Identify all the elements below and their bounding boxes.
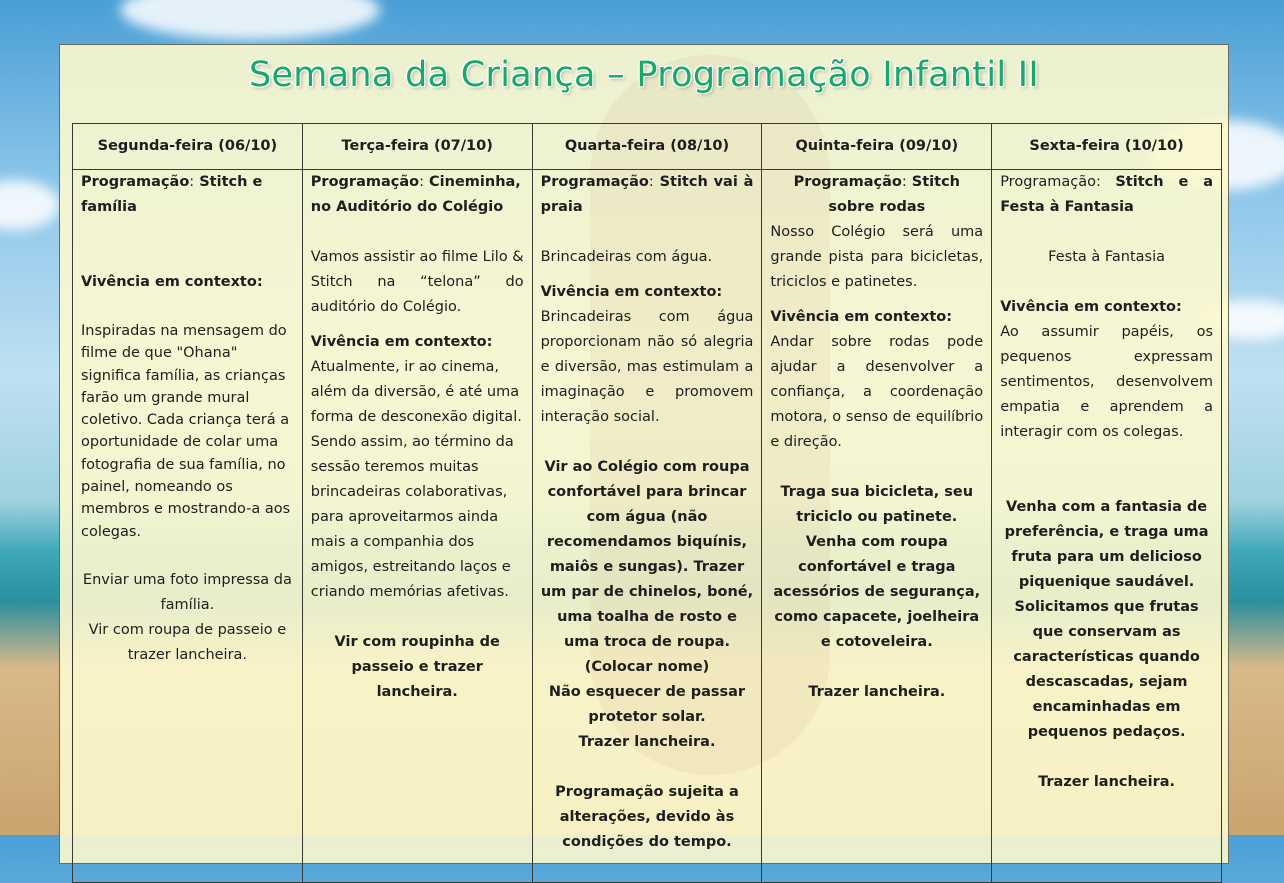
cell-thursday <box>762 170 992 883</box>
tuesday-program: Programação: Cineminha, no Auditório do Colégio <box>310 174 521 215</box>
thursday-program: Programação: Stitch sobre rodas <box>793 174 960 215</box>
header-wednesday: Quarta-feira (08/10) <box>532 124 762 170</box>
thursday-text: Andar sobre rodas pode ajudar a desenvolver a confiança, a coordenação motora, o senso de equilíbrio e direção. <box>770 334 984 450</box>
cell-monday <box>73 170 303 883</box>
tuesday-vivencia-label: Vivência em contexto: <box>310 334 493 350</box>
wednesday-note-weather: Programação sujeita a alterações, devido às condições do tempo. <box>555 784 739 850</box>
header-friday: Sexta-feira (10/10) <box>992 124 1222 170</box>
thursday-vivencia-label: Vivência em contexto: <box>770 309 953 325</box>
friday-note: Venha com a fantasia de preferência, e traga uma fruta para um delicioso piquenique saudável. Solicitamos que frutas que conservam as características quando descascadas, sejam encaminhadas em pequenos pedaços. <box>1004 499 1209 740</box>
friday-text: Ao assumir papéis, os pequenos expressam sentimentos, desenvolvem empatia e aprendem a interagir com os colegas. <box>1000 324 1213 440</box>
cell-friday <box>992 170 1222 883</box>
wednesday-note: Vir ao Colégio com roupa confortável para brincar com água (não recomendamos biquínis, maiôs e sungas). Trazer um par de chinelos, boné, uma toalha de rosto e uma troca de roupa. (Colocar nome) <box>540 459 754 675</box>
thursday-intro: Nosso Colégio será uma grande pista para bicicletas, triciclos e patinetes. <box>770 224 984 290</box>
friday-vivencia-label: Vivência em contexto: <box>1000 299 1182 315</box>
schedule-table <box>72 123 1222 883</box>
thursday-note: Traga sua bicicleta, seu triciclo ou patinete. Venha com roupa confortável e traga acessórios de segurança, como capacete, joelheira e cotoveleira. <box>773 484 981 650</box>
thursday-note-lunchbox: Trazer lancheira. <box>808 684 946 700</box>
header-row <box>73 124 1222 170</box>
wednesday-note-lunchbox: Trazer lancheira. <box>578 734 716 750</box>
schedule-sheet <box>59 44 1229 864</box>
friday-intro: Festa à Fantasia <box>1048 249 1165 265</box>
monday-note-photo: Enviar uma foto impressa da família. <box>82 571 292 613</box>
header-thursday: Quinta-feira (09/10) <box>762 124 992 170</box>
header-tuesday: Terça-feira (07/10) <box>302 124 532 170</box>
monday-program: Programação: Stitch e família <box>81 174 263 215</box>
monday-text: Inspiradas na mensagem do filme de que "Ohana" significa família, as crianças farão um grande mural coletivo. Cada criança terá a oportunidade de colar uma fotografia de sua família, no painel, nomeando os membros e mostrando-a aos colegas. <box>81 323 291 540</box>
wednesday-note-sunscreen: Não esquecer de passar protetor solar. <box>548 684 746 725</box>
tuesday-intro: Vamos assistir ao filme Lilo & Stitch na “telona” do auditório do Colégio. <box>310 249 524 315</box>
background-cloud <box>120 0 380 40</box>
tuesday-note: Vir com roupinha de passeio e trazer lancheira. <box>334 634 500 700</box>
wednesday-intro: Brincadeiras com água. <box>540 249 713 265</box>
friday-program: Programação: Stitch e a Festa à Fantasia <box>1000 174 1213 215</box>
cell-tuesday <box>302 170 532 883</box>
friday-note-lunchbox: Trazer lancheira. <box>1038 774 1176 790</box>
monday-vivencia-label: Vivência em contexto: <box>81 274 263 290</box>
tuesday-text: Atualmente, ir ao cinema, além da diversão, é até uma forma de desconexão digital. Sendo assim, ao término da sessão teremos muitas brincadeiras colaborativas, para aproveitarmos ainda mais a companhia dos amigos, estreitando laços e criando memórias afetivas. <box>310 359 522 600</box>
page-title: Semana da Criança – Programação Infantil II <box>248 55 1040 95</box>
wednesday-vivencia-label: Vivência em contexto: <box>540 284 723 300</box>
content-row <box>73 170 1222 883</box>
wednesday-text: Brincadeiras com água proporcionam não só alegria e diversão, mas estimulam a imaginação e promovem interação social. <box>540 309 754 425</box>
monday-note-clothes: Vir com roupa de passeio e trazer lancheira. <box>88 621 287 663</box>
header-monday: Segunda-feira (06/10) <box>73 124 303 170</box>
cell-wednesday <box>532 170 762 883</box>
background-cloud <box>0 180 60 230</box>
wednesday-program: Programação: Stitch vai à praia <box>540 174 754 215</box>
